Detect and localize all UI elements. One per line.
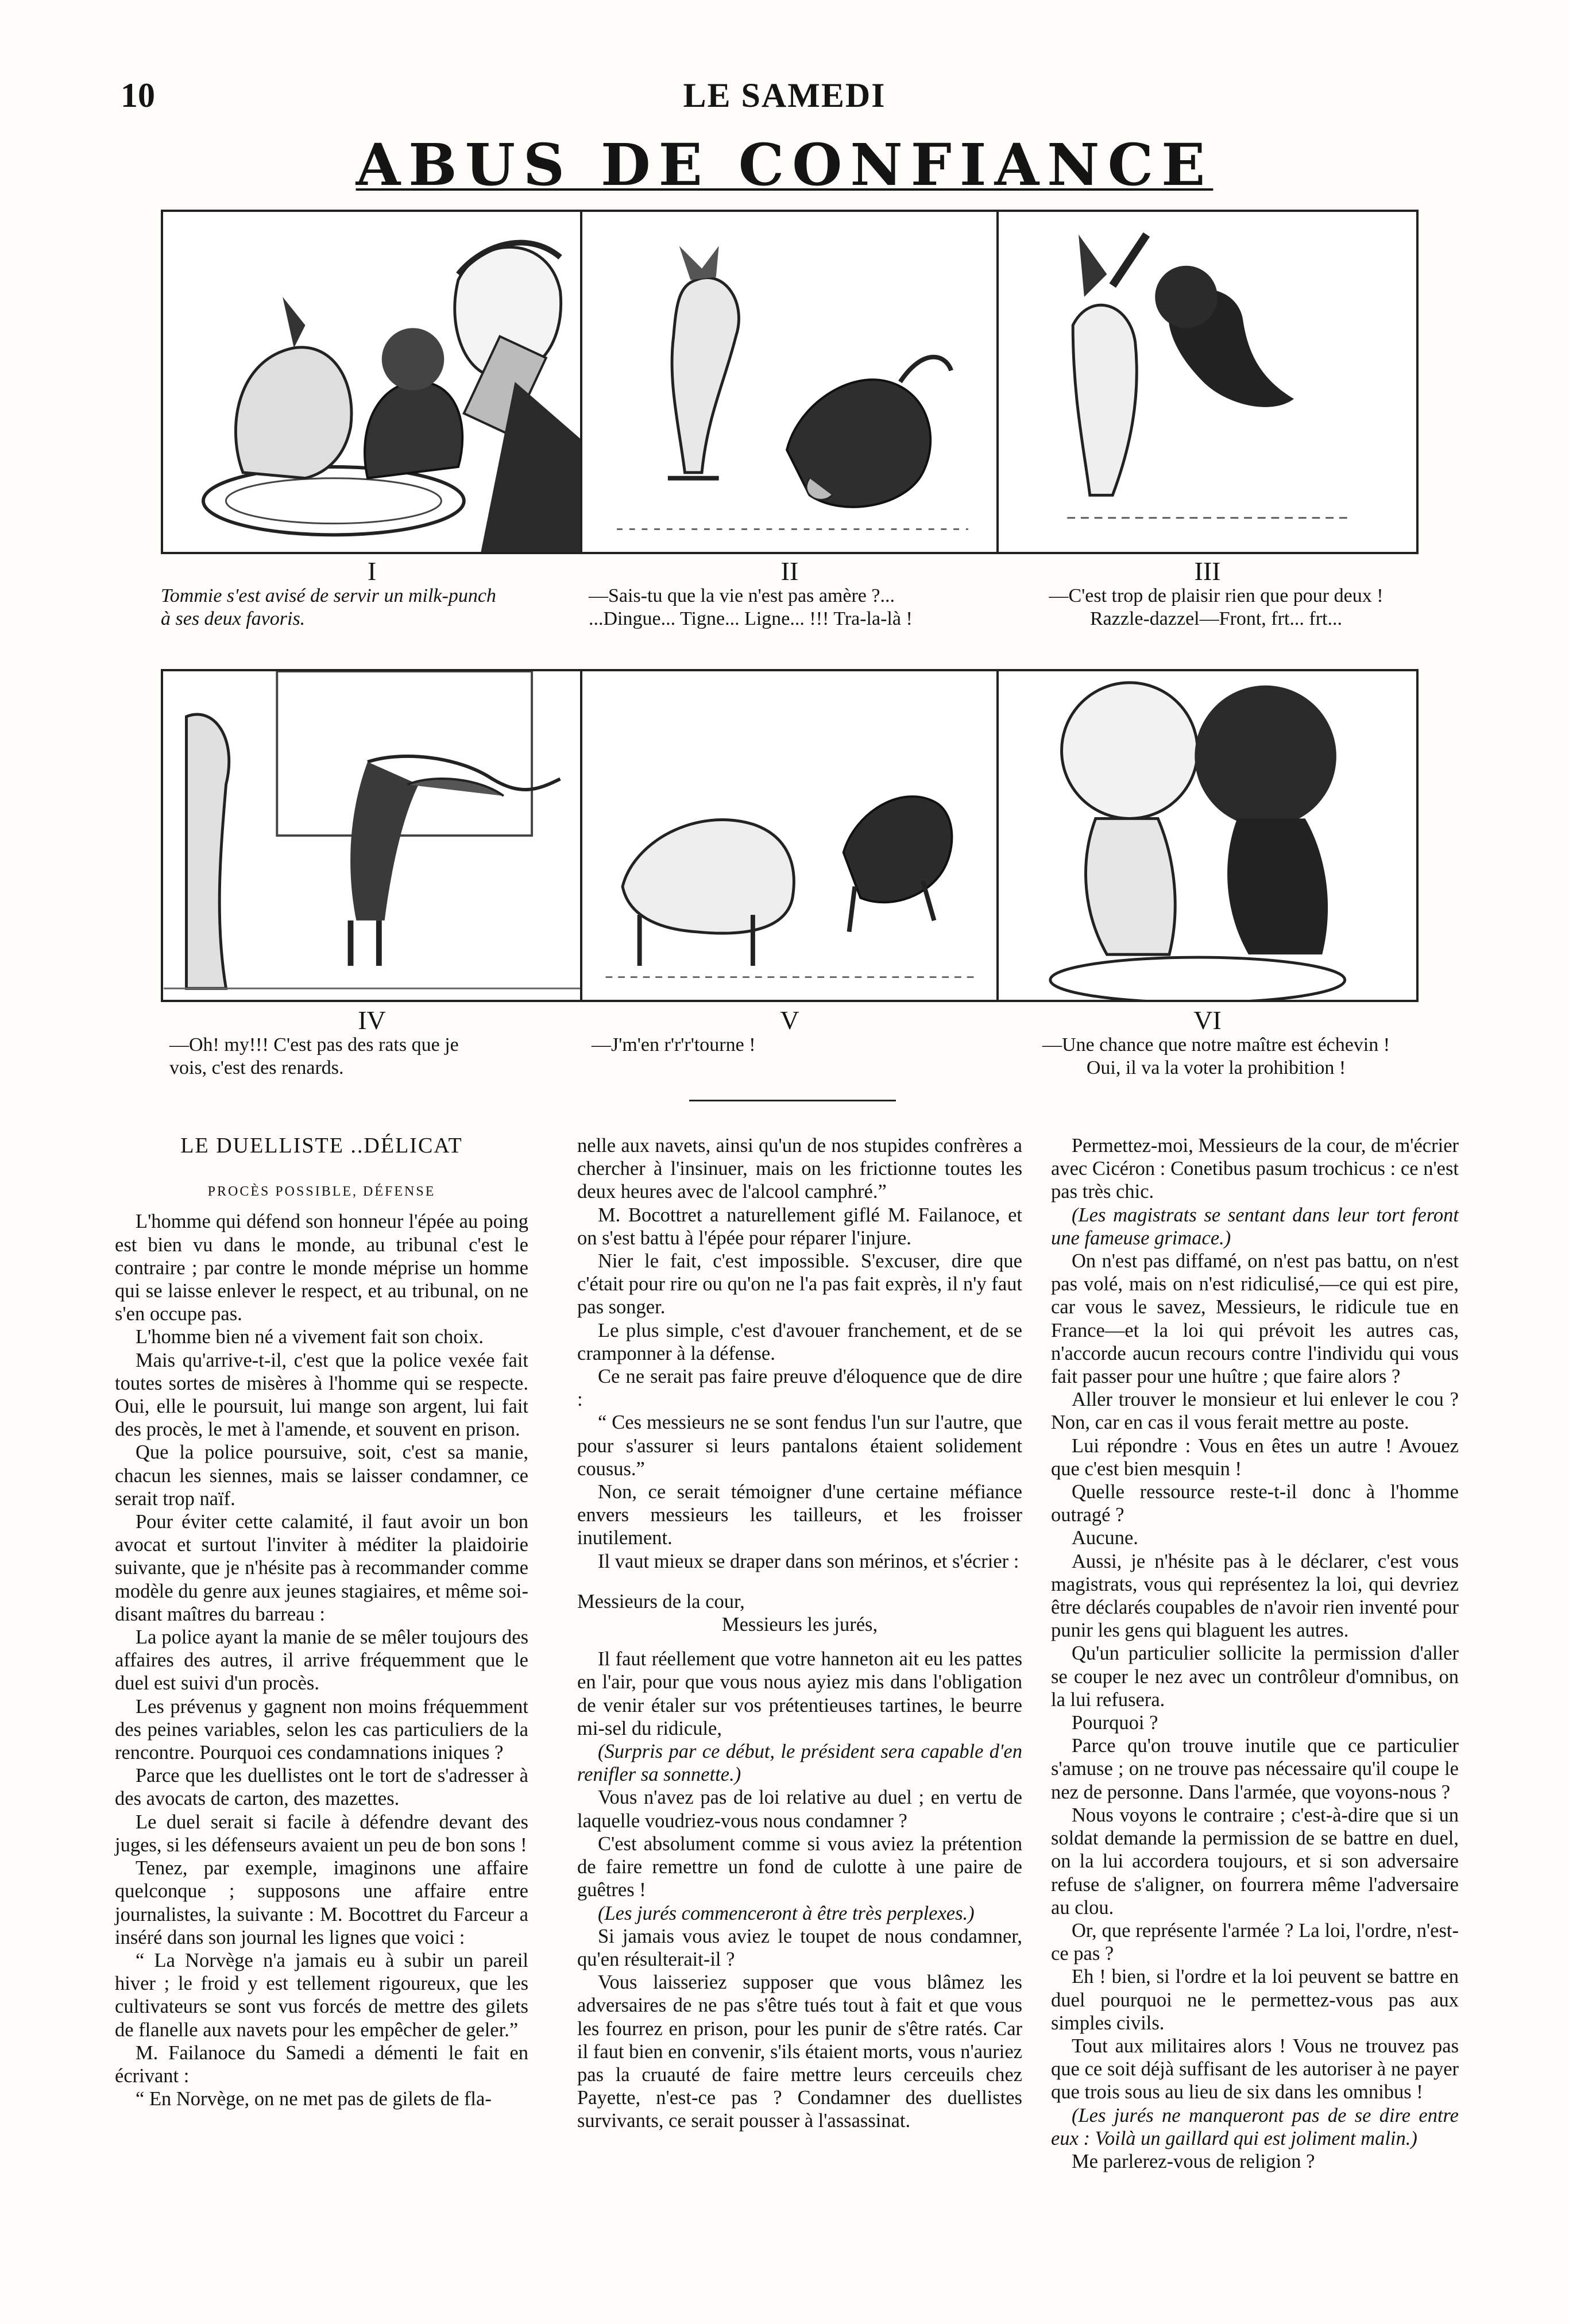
panel-3-caption (1005, 585, 1427, 631)
panel-4-numeral: IV (358, 1006, 386, 1035)
paragraph: Si jamais vous aviez le toupet de nous condamner, qu'en résulterait-il ? (577, 1925, 1022, 1970)
paragraph: M. Failanoce du Samedi a démenti le fait en écrivant : (115, 2041, 528, 2087)
panel-3-numeral: III (1194, 556, 1221, 586)
paragraph: Eh ! bien, si l'ordre et la loi peuvent se battre en duel pourquoi ne le permettez-vous pas aux simples civils. (1051, 1966, 1459, 2034)
paragraph: L'homme qui défend son honneur l'épée au poing est bien vu dans le monde, au tribunal c'est le contraire ; par contre le monde méprise un homme qui se laisse enlever le respect, et au tribunal, on ne s'en occupe pas. (115, 1211, 528, 1325)
paragraph: Pourquoi ? (1072, 1712, 1158, 1734)
paragraph: Le duel serait si facile à défendre devant des juges, si les défenseurs avaient un peu de bon sons ! (115, 1811, 528, 1856)
paragraph: “ En Norvège, on ne met pas de gilets de fla- (136, 2088, 492, 2110)
section-divider (689, 1100, 896, 1101)
paragraph: Parce qu'on trouve inutile que ce particulier s'amuse ; on ne trouve pas nécessaire qu'il coupe le nez de personne. Dans l'armée, que voyons-nous ? (1051, 1735, 1459, 1803)
panel-6-illustration (996, 669, 1419, 1002)
panel-5-caption (592, 1034, 994, 1057)
paragraph: Non, ce serait témoigner d'une certaine méfiance envers messieurs les tailleurs, et les froisser inutilement. (577, 1481, 1022, 1549)
caption-line: —C'est trop de plaisir rien que pour deux ! (1049, 585, 1383, 606)
salutation: Messieurs les jurés, (721, 1614, 878, 1636)
paragraph: C'est absolument comme si vous aviez la prétention de faire remettre un fond de culotte à une paire de guêtres ! (577, 1832, 1022, 1901)
salutation: Messieurs de la cour, (577, 1590, 745, 1613)
paragraph: Parce que les duellistes ont le tort de s'adresser à des avocats de carton, des mazettes. (115, 1765, 528, 1810)
caption-line: —Une chance que notre maître est échevin ! (1042, 1034, 1390, 1055)
paragraph: “ Ces messieurs ne se sont fendus l'un sur l'autre, que pour s'assurer si leurs pantalons étaient solidement cousus.” (577, 1412, 1022, 1480)
paragraph: Quelle ressource reste-t-il donc à l'homme outragé ? (1051, 1481, 1459, 1526)
stage-direction: (Les jurés ne manqueront pas de se dire entre eux : Voilà un gaillard qui est joliment malin.) (1051, 2104, 1459, 2149)
paragraph: Le plus simple, c'est d'avouer franchement, et de se cramponner à la défense. (577, 1319, 1022, 1364)
paragraph: Or, que représente l'armée ? La loi, l'ordre, n'est-ce pas ? (1051, 1919, 1459, 1965)
paragraph: Nous voyons le contraire ; c'est-à-dire que si un soldat demande la permission de se battre en duel, on la lui accordera toujours, et si son adversaire refuse de s'aligner, on fourrera même l'adversaire au clou. (1051, 1804, 1459, 1919)
paragraph: M. Bocottret a naturellement giflé M. Failanoce, et on s'est battu à l'épée pour réparer l'injure. (577, 1204, 1022, 1249)
paragraph: Nier le fait, c'est impossible. S'excuser, dire que c'était pour rire ou qu'on ne l'a pas fait exprès, il n'y faut pas songer. (577, 1250, 1022, 1318)
panel-2-caption (589, 585, 1002, 631)
comic-title: ABUS DE CONFIANCE (355, 131, 1214, 199)
article-heading: LE DUELLISTE ..DÉLICAT (180, 1134, 463, 1158)
caption-line: —Oh! my!!! C'est pas des rats que je (169, 1034, 459, 1055)
paragraph: La police ayant la manie de se mêler toujours des affaires des autres, il arrive fréquemment que le duel est suivi d'un procès. (115, 1626, 528, 1695)
paragraph: Ce ne serait pas faire preuve d'éloquence que de dire : (577, 1366, 1022, 1411)
caption-line: Tommie s'est avisé de servir un milk-punch (161, 585, 496, 606)
article-subheading: PROCÈS POSSIBLE, DÉFENSE (207, 1184, 436, 1200)
cats-milk-punch-drawing (163, 212, 581, 552)
stage-direction: (Les magistrats se sentant dans leur tort feront une fameuse grimace.) (1051, 1204, 1459, 1249)
cats-with-bows-drawing (999, 671, 1416, 1000)
panel-5-numeral: V (780, 1006, 799, 1035)
paragraph: Me parlerez-vous de religion ? (1072, 2150, 1315, 2172)
paragraph: L'homme bien né a vivement fait son choix. (136, 1326, 484, 1348)
panel-1-numeral: I (367, 556, 377, 586)
paragraph: Tout aux militaires alors ! Vous ne trouvez pas que ce soit déjà suffisant de les autoriser à ne payer que trois sous au lieu de six dans les omnibus ! (1051, 2035, 1459, 2103)
caption-line: à ses deux favoris. (161, 608, 306, 629)
cats-hugging-drawing (999, 212, 1416, 552)
caption-line: vois, c'est des renards. (169, 1057, 344, 1078)
cats-walking-away-drawing (582, 671, 997, 1000)
panel-5-illustration (580, 669, 999, 1002)
paragraph: “ La Norvège n'a jamais eu à subir un pareil hiver ; le froid y est tellement rigoureux, que les cultivateurs se sont vus forcés de mettre des gilets de flanelle aux navets pour les empêcher de geler.” (115, 1949, 528, 2041)
paragraph: nelle aux navets, ainsi qu'un de nos stupides confrères a chercher à l'insinuer, mais on les frictionne toutes les deux heures avec de l'alcool camphré.” (577, 1135, 1022, 1203)
dancing-cats-drawing (582, 212, 997, 552)
paragraph: Il faut réellement que votre hanneton ait eu les pattes en l'air, pour que vous nous ayiez mis dans l'obligation de venir étaler sur vos prétentieuses tartines, le beurre mi-sel du ridicule, (577, 1648, 1022, 1739)
article-column-2 (577, 1134, 1022, 2133)
paragraph: Qu'un particulier sollicite la permission d'aller se couper le nez avec un contrôleur d'omnibus, on la lui refusera. (1051, 1642, 1459, 1711)
paragraph: Il vaut mieux se draper dans son mérinos, et s'écrier : (598, 1550, 1019, 1572)
panel-1-illustration (161, 210, 583, 554)
caption-line: Razzle-dazzel—Front, frt... frt... (1090, 608, 1342, 629)
paragraph: Lui répondre : Vous en êtes un autre ! Avouez que c'est bien mesquin ! (1051, 1434, 1459, 1480)
paragraph: Que la police poursuive, soit, c'est sa manie, chacun les siennes, mais se laisser condamner, ce serait trop naïf. (115, 1441, 528, 1510)
paragraph: Tenez, par exemple, imaginons une affaire quelconque ; supposons une affaire entre journalistes, la suivante : M. Bocottret du Farceur a inséré dans son journal les lignes que voici : (115, 1857, 528, 1948)
paragraph: Les prévenus y gagnent non moins fréquemment des peines variables, selon les cas particuliers de la rencontre. Pourquoi ces condamnations iniques ? (115, 1695, 528, 1764)
caption-line: —J'm'en r'r'r'tourne ! (592, 1034, 756, 1055)
paragraph: Vous n'avez pas de loi relative au duel ; en vertu de laquelle voudriez-vous nous condamner ? (577, 1786, 1022, 1832)
masthead: LE SAMEDI (683, 76, 886, 114)
stage-direction: (Les jurés commenceront à être très perplexes.) (598, 1902, 975, 1924)
panel-6-caption (1005, 1034, 1427, 1080)
caption-line: Oui, il va la voter la prohibition ! (1086, 1057, 1346, 1078)
paragraph: Pour éviter cette calamité, il faut avoir un bon avocat et surtout l'inviter à méditer la plaidoirie suivante, que je n'hésite pas à recommander comme modèle du genre aux jeunes stagiaires, et même soi-disant maîtres du barreau : (115, 1511, 528, 1625)
paragraph: Aucune. (1072, 1527, 1138, 1549)
paragraph: On n'est pas diffamé, on n'est pas battu, on n'est pas volé, mais on n'est ridiculisé,—ce qui est pire, car vous le savez, Messieurs, le ridicule tue en France—et la loi qui prévoit les autres cas, n'accorde aucun recours contre l'individu qui vous fait passer pour une huître ; que faire alors ? (1051, 1250, 1459, 1388)
paragraph: Vous laisseriez supposer que vous blâmez les adversaires de ne pas s'être tués tout à fait et que vous les fourrez en prison, pour les punir de s'être ratés. Car il faut bien en convenir, s'ils étaient morts, vous n'auriez pas la cruauté de faire mettre leurs cerceuils chez Payette, n'est-ce pas ? Condamner des duellistes survivants, ce serait pousser à l'assassinat. (577, 1971, 1022, 2132)
article-column-3 (1051, 1134, 1459, 2173)
caption-line: ...Dingue... Tigne... Ligne... !!! Tra-la-là ! (589, 608, 913, 629)
caption-line: —Sais-tu que la vie n'est pas amère ?... (589, 585, 895, 606)
panel-4-illustration (161, 669, 583, 1002)
panel-4-caption (169, 1034, 583, 1080)
paragraph: Permettez-moi, Messieurs de la cour, de m'écrier avec Cicéron : Conetibus pasum trochicus : ce n'est pas très chic. (1051, 1135, 1459, 1203)
paragraph: Aller trouver le monsieur et lui enlever le cou ? Non, car en cas il vous ferait mettre au poste. (1051, 1389, 1459, 1434)
cat-and-fox-drawing (163, 671, 581, 1000)
panel-2-numeral: II (780, 556, 799, 586)
panel-2-illustration (580, 210, 999, 554)
panel-3-illustration (996, 210, 1419, 554)
panel-1-caption (161, 585, 583, 631)
panel-6-numeral: VI (1193, 1006, 1222, 1035)
stage-direction: (Surpris par ce début, le président sera capable d'en renifler sa sonnette.) (577, 1741, 1022, 1786)
paragraph: Mais qu'arrive-t-il, c'est que la police vexée fait toutes sortes de misères à l'homme qui se respecte. Oui, elle le poursuit, lui mange son argent, lui fait des procès, le met à l'amende, et souvent en prison. (115, 1349, 528, 1441)
page-number: 10 (121, 76, 155, 114)
paragraph: Aussi, je n'hésite pas à le déclarer, c'est vous magistrats, vous qui représentez la loi, qui devriez être déclarés coupables de n'avoir rien inventé pour punir les gens qui blaguent les autres. (1051, 1550, 1459, 1642)
article-column-1 (115, 1134, 528, 2110)
